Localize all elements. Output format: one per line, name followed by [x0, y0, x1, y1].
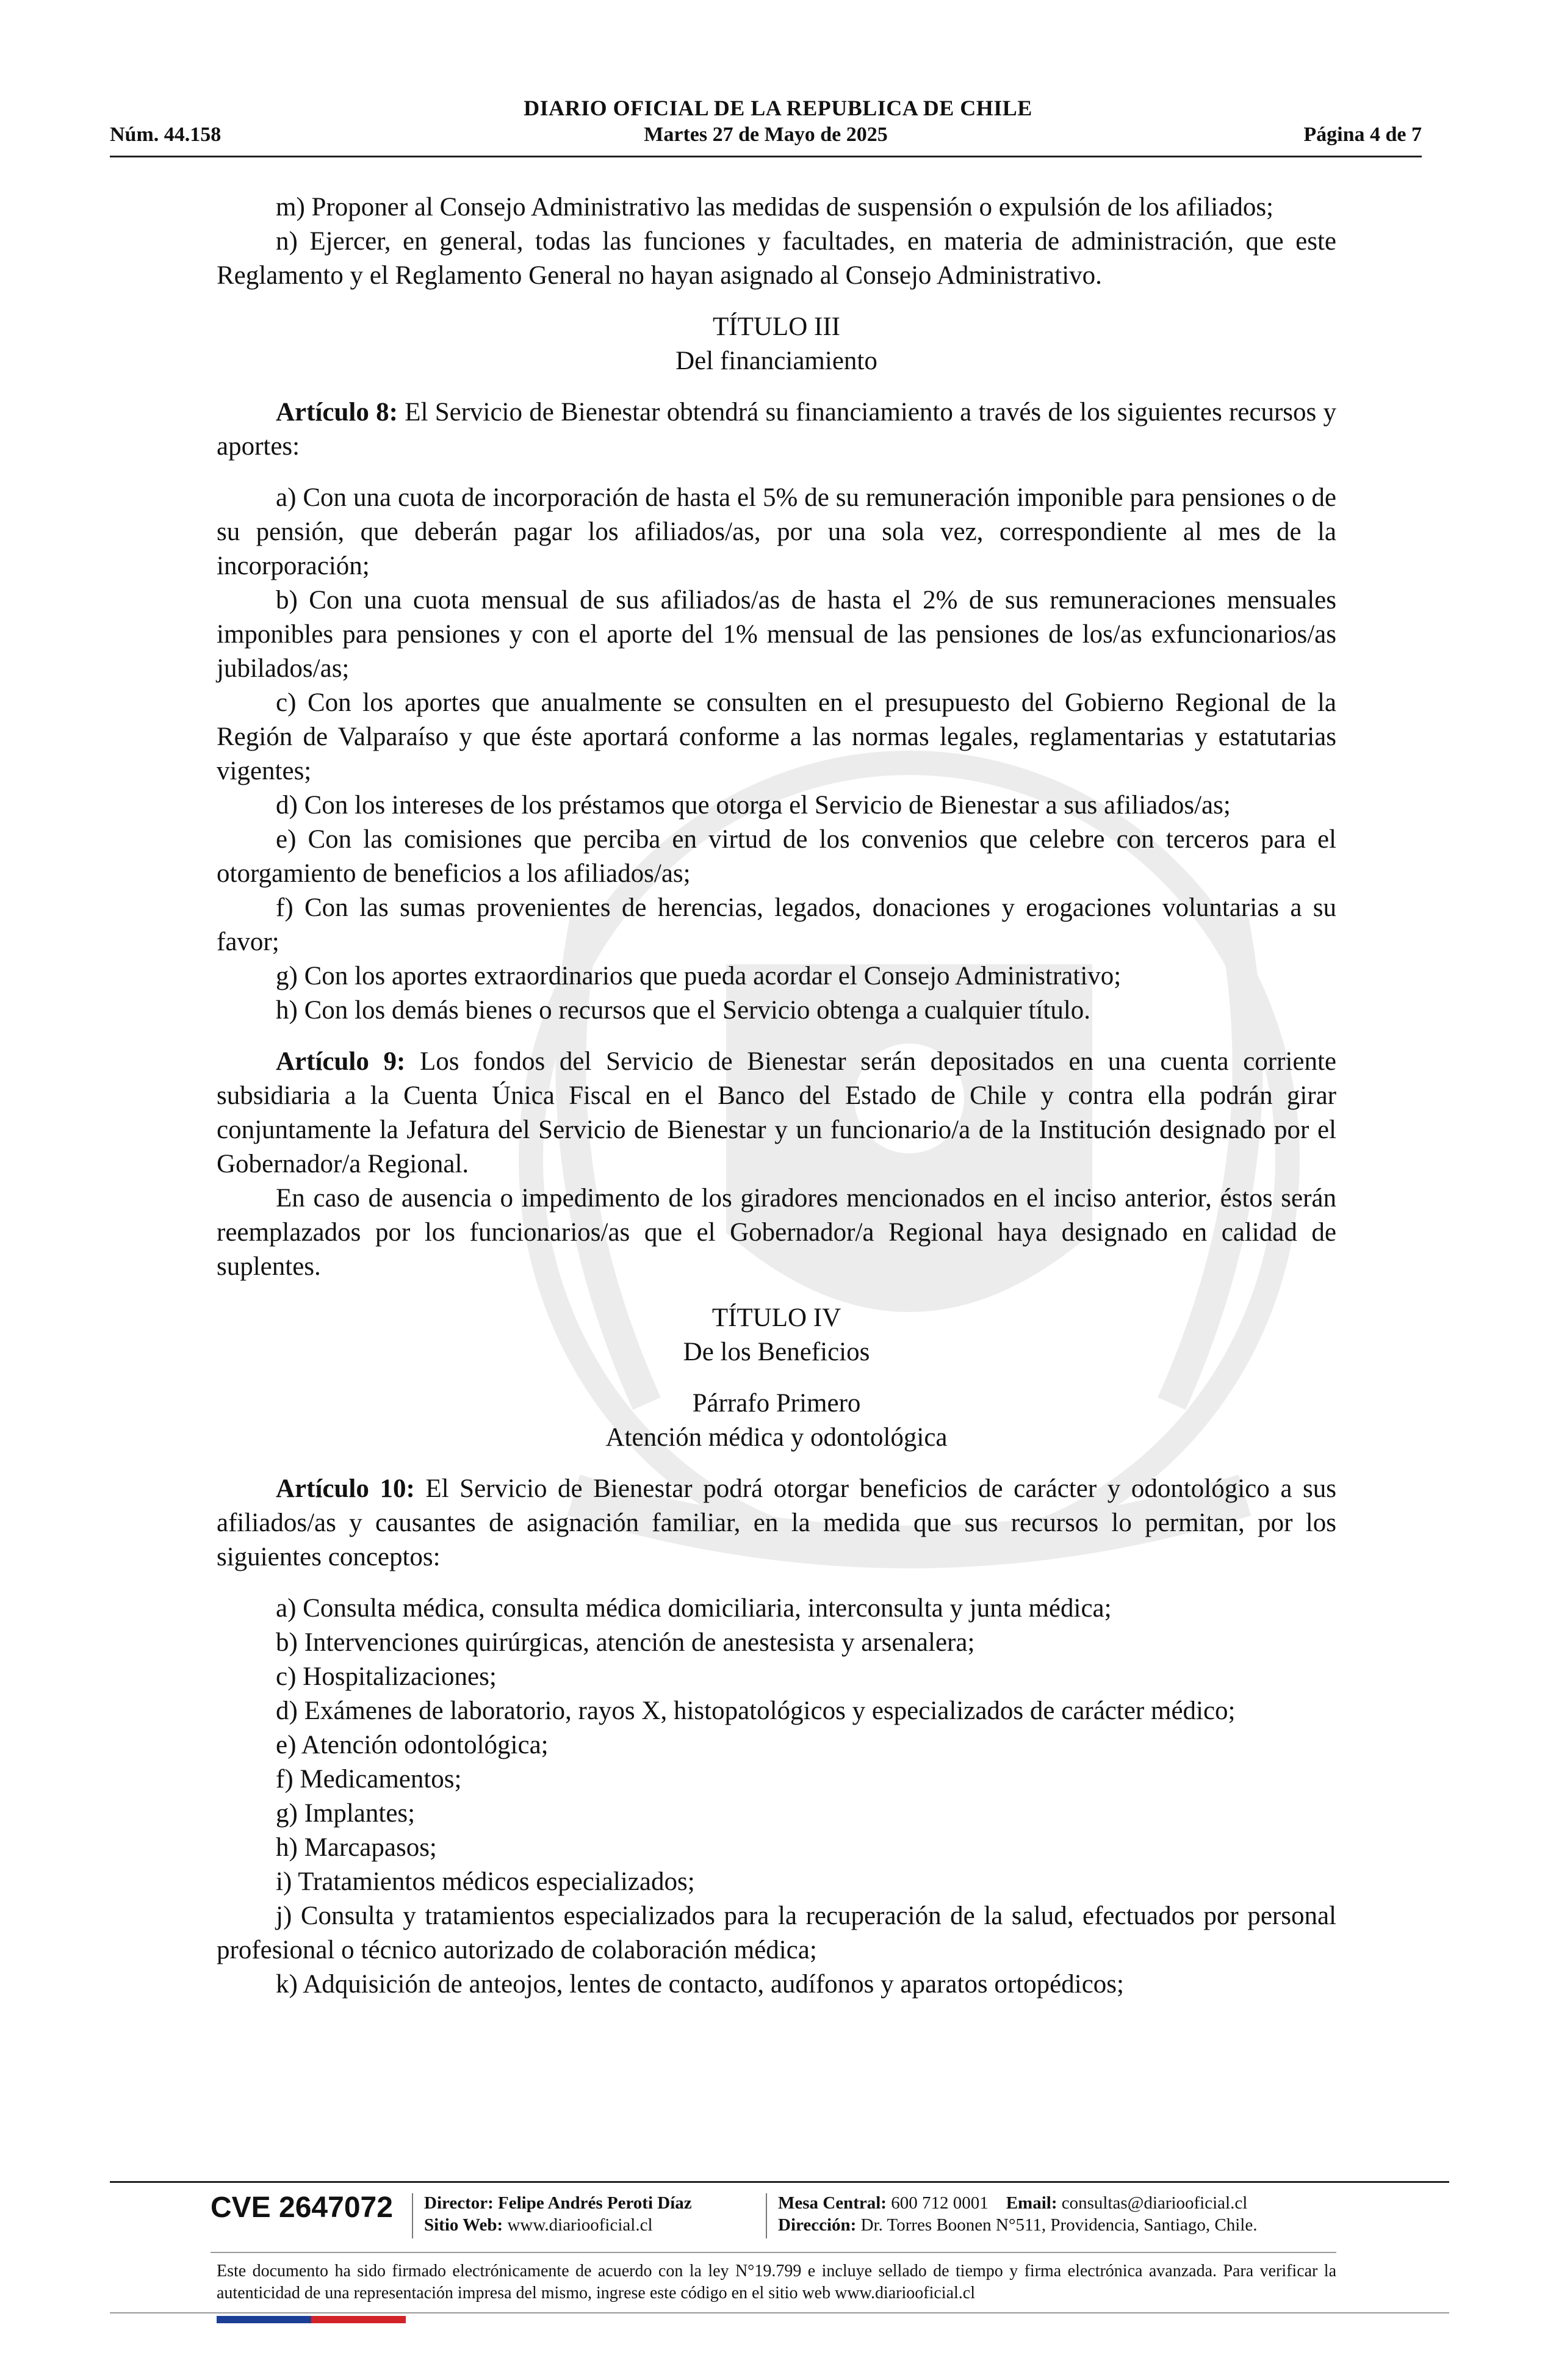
- address-value: Dr. Torres Boonen N°511, Providencia, Santiago, Chile.: [856, 2215, 1258, 2235]
- paragraph-heading: Párrafo Primero: [692, 1389, 861, 1418]
- gazette-title: DIARIO OFICIAL DE LA REPUBLICA DE CHILE: [524, 96, 1032, 120]
- article-8-item: c) Con los aportes que anualmente se consulten en el presupuesto del Gobierno Regional de la Región de Valparaíso y que éste aportará conforme a las normas legales, reglamentarias y estatutarias vigentes;: [217, 688, 1336, 785]
- title-iii-subtitle: Del financiamiento: [675, 347, 877, 375]
- article-10-item: a) Consulta médica, consulta médica domiciliaria, interconsulta y junta médica;: [276, 1594, 1112, 1623]
- article-10-item: e) Atención odontológica;: [276, 1731, 549, 1759]
- title-iv: TÍTULO IV: [711, 1304, 841, 1332]
- footer-contact-block: [778, 2192, 1257, 2236]
- article-10-item: d) Exámenes de laboratorio, rayos X, histopatológicos y especializados de carácter médico;: [276, 1697, 1236, 1725]
- paragraph-heading-subtitle: Atención médica y odontológica: [605, 1423, 948, 1452]
- article-10-item: j) Consulta y tratamientos especializados para la recuperación de la salud, efectuados por personal profesional o técnico autorizado de colaboración médica;: [217, 1902, 1336, 1964]
- article-10-item: c) Hospitalizaciones;: [276, 1662, 497, 1691]
- footer-divider: [110, 2181, 1449, 2183]
- phone-value: 600 712 0001: [886, 2193, 989, 2213]
- article-8-item: d) Con los intereses de los préstamos que otorga el Servicio de Bienestar a sus afiliados/as;: [276, 791, 1231, 820]
- footer-director-block: [424, 2192, 692, 2236]
- footer-separator: [412, 2193, 413, 2238]
- article-10-item: g) Implantes;: [276, 1799, 416, 1828]
- article-10: [217, 1472, 1336, 1574]
- article-10-label: Artículo 10:: [276, 1474, 415, 1503]
- email-link[interactable]: consultas@diariooficial.cl: [1057, 2193, 1248, 2213]
- phone-label: Mesa Central:: [778, 2193, 887, 2213]
- director-label: Director:: [424, 2193, 494, 2213]
- article-10-text: El Servicio de Bienestar podrá otorgar beneficios de carácter y odontológico a sus afiliados/as y causantes de asignación familiar, en la medida que sus recursos lo permitan, por los siguientes conceptos:: [217, 1474, 1337, 1571]
- cve-code: CVE 2647072: [211, 2191, 393, 2224]
- flag-red-stripe: [311, 2316, 406, 2323]
- legal-notice: Este documento ha sido firmado electrónicamente de acuerdo con la ley N°19.799 e incluye sellado de tiempo y firma electrónica avanzada. Para verificar la autenticidad de una representación impresa del mismo, ingrese este código en el sitio web www.diariooficial.cl: [217, 2262, 1336, 2302]
- article-9-text: Los fondos del Servicio de Bienestar serán depositados en una cuenta corriente subsidiaria a la Cuenta Única Fiscal en el Banco del Estado de Chile y contra ella podrán girar conjuntamente la Jefatura del Servicio de Bienestar y un funcionario/a de la Institución designado por el Gobernador/a Regional.: [217, 1047, 1337, 1178]
- paragraph-m: m) Proponer al Consejo Administrativo las medidas de suspensión o expulsión de los afiliados;: [276, 193, 1274, 222]
- website-link[interactable]: www.diariooficial.cl: [503, 2215, 653, 2235]
- flag-blue-stripe: [217, 2316, 311, 2323]
- article-8-item: g) Con los aportes extraordinarios que pueda acordar el Consejo Administrativo;: [276, 962, 1122, 990]
- article-9-label: Artículo 9:: [276, 1047, 406, 1076]
- article-8-item: f) Con las sumas provenientes de herencias, legados, donaciones y erogaciones voluntarias a su favor;: [217, 893, 1336, 956]
- article-10-item: f) Medicamentos;: [276, 1765, 462, 1794]
- article-9-paragraph-2: En caso de ausencia o impedimento de los giradores mencionados en el inciso anterior, éstos serán reemplazados por los funcionarios/as que el Gobernador/a Regional haya designado en calidad de suplentes.: [217, 1184, 1336, 1281]
- director-name: Felipe Andrés Peroti Díaz: [493, 2193, 692, 2213]
- article-8-item: h) Con los demás bienes o recursos que el Servicio obtenga a cualquier título.: [276, 996, 1091, 1025]
- document-body: [217, 190, 1336, 2002]
- article-9: [217, 1045, 1336, 1181]
- title-iv-subtitle: De los Beneficios: [683, 1338, 870, 1366]
- article-10-item: k) Adquisición de anteojos, lentes de contacto, audífonos y aparatos ortopédicos;: [276, 1970, 1124, 1999]
- article-8-text: El Servicio de Bienestar obtendrá su financiamiento a través de los siguientes recursos y aportes:: [217, 398, 1337, 461]
- paragraph-n: n) Ejercer, en general, todas las funciones y facultades, en materia de administración, que este Reglamento y el Reglamento General no hayan asignado al Consejo Administrativo.: [217, 227, 1336, 290]
- article-8-item: a) Con una cuota de incorporación de hasta el 5% de su remuneración imponible para pensiones o de su pensión, que deberán pagar los afiliados/as, por una sola vez, correspondiente al mes de la incorporación;: [217, 483, 1336, 580]
- article-8-label: Artículo 8:: [276, 398, 398, 427]
- header-row: [110, 123, 1422, 150]
- footer-divider-2: [211, 2252, 1336, 2253]
- issue-number: Núm. 44.158: [110, 123, 222, 146]
- article-8-item: e) Con las comisiones que perciba en virtud de los convenios que celebre con terceros para el otorgamiento de beneficios a los afiliados/as;: [217, 825, 1336, 888]
- article-10-item: b) Intervenciones quirúrgicas, atención de anestesista y arsenalera;: [276, 1628, 975, 1657]
- article-8-item: b) Con una cuota mensual de sus afiliados/as de hasta el 2% de sus remuneraciones mensuales imponibles para pensiones y con el aporte del 1% mensual de las pensiones de los/as exfuncionarios/as jubilados/as;: [217, 586, 1336, 683]
- website-label: Sitio Web:: [424, 2215, 503, 2235]
- page-number: Página 4 de 7: [1303, 123, 1422, 146]
- title-iii: TÍTULO III: [713, 312, 840, 341]
- email-label: Email:: [1006, 2193, 1057, 2213]
- footer-separator: [766, 2193, 767, 2238]
- footer-divider-3: [110, 2312, 1449, 2313]
- article-8: [217, 395, 1336, 464]
- address-label: Dirección:: [778, 2215, 857, 2235]
- article-10-item: h) Marcapasos;: [276, 1833, 437, 1862]
- flag-stripe: [217, 2316, 406, 2323]
- issue-date: Martes 27 de Mayo de 2025: [644, 123, 888, 146]
- header-divider: [110, 156, 1422, 157]
- article-10-item: i) Tratamientos médicos especializados;: [276, 1867, 695, 1896]
